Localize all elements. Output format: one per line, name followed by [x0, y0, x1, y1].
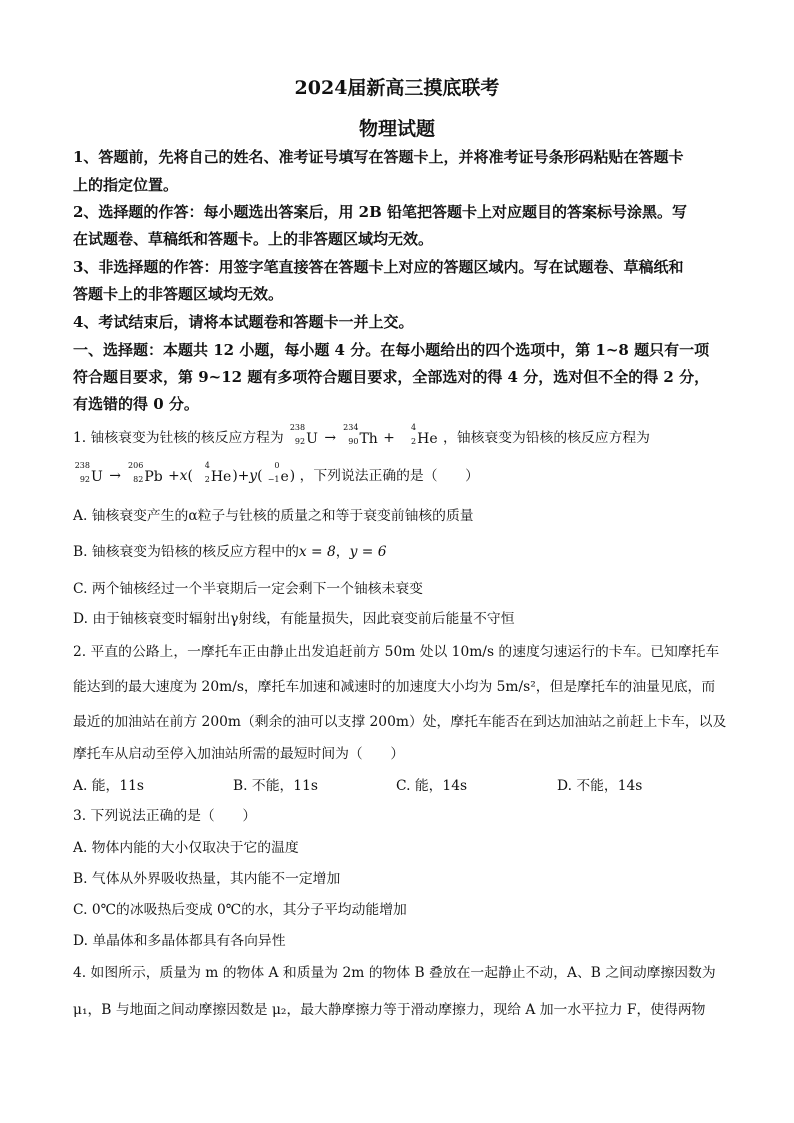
q1-option-b-y: y = 6: [349, 544, 387, 560]
q1-option-a: A. 铀核衰变产生的α粒子与钍核的质量之和等于衰变前铀核的质量: [73, 508, 474, 524]
question-2-line: 最近的加油站在前方 200m（剩余的油可以支撑 200m）处，摩托车能否在到达加油站之前赶上卡车，以及: [73, 714, 727, 730]
instruction-line: 1、答题前，先将自己的姓名、准考证号填写在答题卡上，并将准考证号条形码粘贴在答题卡: [73, 148, 684, 166]
question-4-line: μ₁，B 与地面之间动摩擦因数是 μ₂，最大静摩擦力等于滑动摩擦力，现给 A 加一水平拉力 F，使得两物: [73, 1002, 706, 1018]
instruction-line: 上的指定位置。: [73, 176, 179, 194]
exam-subtitle: 物理试题: [358, 118, 435, 140]
q1-stem-pre: 1. 铀核衰变为钍核的核反应方程为: [73, 430, 284, 446]
question-3-stem: 3. 下列说法正确的是（ ）: [73, 808, 257, 824]
exam-title: 2024届新高三摸底联考: [294, 77, 500, 99]
nuclide-uranium: 238 92 U: [74, 460, 103, 485]
var-y: y: [249, 468, 258, 484]
plus-sign: +: [168, 468, 180, 484]
var-x: x: [179, 468, 188, 484]
q2-option-b: B. 不能，11s: [233, 778, 318, 794]
q1-option-d: D. 由于铀核衰变时辐射出γ射线，有能量损失，因此衰变前后能量不守恒: [73, 611, 515, 627]
q3-option-d: D. 单晶体和多晶体都具有各向异性: [73, 933, 286, 949]
plus-sign: +: [383, 430, 395, 446]
q3-option-a: A. 物体内能的大小仅取决于它的温度: [73, 840, 299, 856]
q1-option-b-text: B. 铀核衰变为铅核的核反应方程中的: [73, 544, 299, 560]
section-heading: 有选错的得 0 分。: [73, 395, 199, 413]
nuclide-lead: 206 82 Pb: [128, 460, 163, 485]
q2-option-c: C. 能，14s: [396, 778, 468, 794]
separator: ，: [335, 544, 350, 560]
question-2-line: 2. 平直的公路上，一摩托车正由静止出发追赶前方 50m 处以 10m/s 的速度匀速运行的卡车。已知摩托车: [73, 644, 720, 660]
nuclide-helium: 4 2 He: [204, 460, 232, 485]
q1-option-c: C. 两个铀核经过一个半衰期后一定会剩下一个铀核未衰变: [73, 581, 423, 597]
q2-option-d: D. 不能，14s: [557, 778, 643, 794]
section-heading: 一、选择题：本题共 12 小题，每小题 4 分。在每小题给出的四个选项中，第 1~8 题只有一项: [73, 341, 710, 359]
nuclide-uranium: 238 92 U: [289, 422, 318, 447]
instruction-line: 2、选择题的作答：每小题选出答案后，用 2B 铅笔把答题卡上对应题目的答案标号涂黑。写: [73, 203, 688, 221]
q3-option-c: C. 0℃的冰吸热后变成 0℃的水，其分子平均动能增加: [73, 902, 407, 918]
instruction-line: 4、考试结束后，请将本试题卷和答题卡一并上交。: [73, 313, 414, 331]
question-4-line: 4. 如图所示，质量为 m 的物体 A 和质量为 2m 的物体 B 叠放在一起静止不动，A、B 之间动摩擦因数为: [73, 965, 716, 981]
question-1-equation: 238 92 U → 206 82 Pb +x( 4 2 He)+y( 0 −1 e) ，下列说法正确的是（ ）: [74, 460, 479, 485]
section-heading: 符合题目要求，第 9~12 题有多项符合题目要求，全部选对的得 4 分，选对但不全的得 2 分，: [73, 368, 710, 386]
question-1-stem: [73, 422, 650, 449]
nuclide-thorium: 234 90 Th: [343, 422, 378, 447]
instruction-line: 在试题卷、草稿纸和答题卡。上的非答题区域均无效。: [73, 230, 434, 248]
q1-stem-post: ，下列说法正确的是（ ）: [299, 468, 479, 484]
nuclide-helium: 4 2 He: [411, 422, 438, 447]
question-2-line: 能达到的最大速度为 20m/s，摩托车加速和减速时的加速度大小均为 5m/s²，但是摩托车的油量见底，而: [73, 679, 716, 695]
q3-option-b: B. 气体从外界吸收热量，其内能不一定增加: [73, 871, 341, 887]
q1-option-b-x: x = 8: [298, 544, 336, 560]
nuclide-electron: 0 −1 e: [267, 460, 289, 485]
q2-option-a: A. 能，11s: [73, 778, 144, 794]
arrow-icon: →: [109, 468, 121, 484]
q1-stem-mid: ，铀核衰变为铅核的核反应方程为: [443, 430, 650, 446]
question-2-line: 摩托车从启动至停入加油站所需的最短时间为（ ）: [73, 746, 405, 762]
instruction-line: 答题卡上的非答题区域均无效。: [73, 285, 284, 303]
instruction-line: 3、非选择题的作答：用签字笔直接答在答题卡上对应的答题区域内。写在试题卷、草稿纸和: [73, 258, 684, 276]
plus-sign: +: [237, 468, 250, 484]
arrow-icon: →: [324, 430, 337, 446]
q1-option-b: [73, 542, 386, 562]
